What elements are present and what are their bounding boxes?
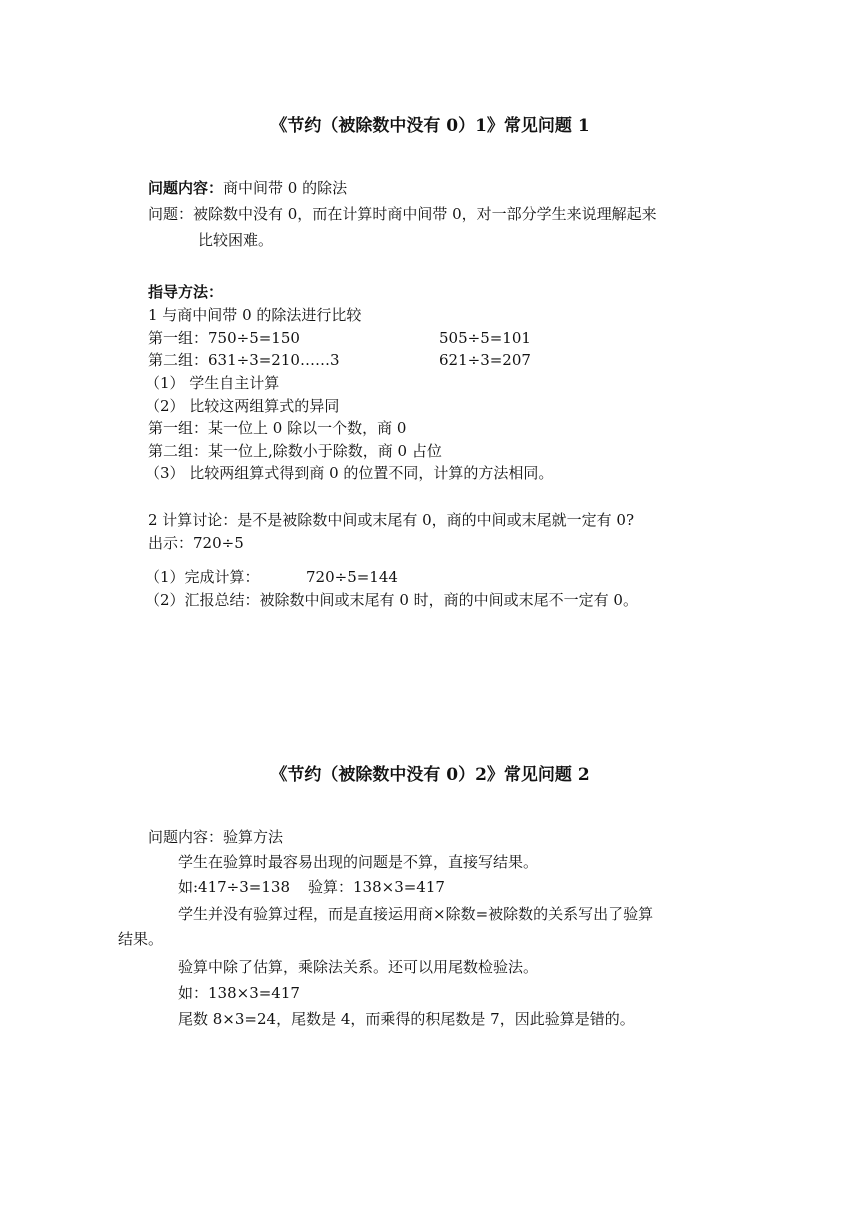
s2-line-4: 验算中除了估算，乘除法关系。还可以用尾数检验法。 [178, 958, 539, 976]
step-1: （1） 学生自主计算 [145, 374, 280, 392]
s2-example-right: 验算：138×3=417 [308, 878, 445, 896]
content-value: 商中间带 0 的除法 [223, 179, 348, 197]
section2-title: 《节约（被除数中没有 0）2》常见问题 2 [270, 765, 590, 785]
s2-line-5: 如：138×3=417 [178, 984, 300, 1002]
section1-title: 《节约（被除数中没有 0）1》常见问题 1 [270, 116, 590, 136]
problem-line-1: 问题：被除数中没有 0，而在计算时商中间带 0，对一部分学生来说理解起来 [148, 205, 657, 223]
complete-value: 720÷5=144 [306, 568, 398, 586]
group2-right: 621÷3=207 [439, 351, 531, 369]
summary-line: （2）汇报总结：被除数中间或末尾有 0 时，商的中间或末尾不一定有 0。 [145, 591, 638, 609]
s2-line-3: 结果。 [118, 930, 164, 948]
group2-note: 第二组：某一位上,除数小于除数，商 0 占位 [148, 442, 442, 460]
s2-content: 问题内容：验算方法 [148, 828, 284, 846]
show-line: 出示：720÷5 [148, 534, 244, 552]
step-3: （3） 比较两组算式得到商 0 的位置不同，计算的方法相同。 [145, 464, 554, 482]
step-2: （2） 比较这两组算式的异同 [145, 397, 340, 415]
section1-content-row [148, 177, 347, 199]
content-label: 问题内容： [148, 179, 224, 197]
s2-line-2: 学生并没有验算过程，而是直接运用商×除数=被除数的关系写出了验算 [178, 905, 654, 923]
group1-note: 第一组：某一位上 0 除以一个数，商 0 [148, 419, 407, 437]
method-heading: 指导方法： [148, 283, 224, 301]
s2-example-left: 如:417÷3=138 [178, 878, 290, 896]
complete-label: （1）完成计算： [145, 568, 260, 586]
group2-left: 第二组：631÷3=210……3 [148, 351, 340, 369]
discussion-line: 2 计算讨论：是不是被除数中间或末尾有 0，商的中间或末尾就一定有 0? [148, 511, 634, 529]
s2-line-6: 尾数 8×3=24，尾数是 4，而乘得的积尾数是 7，因此验算是错的。 [178, 1010, 635, 1028]
problem-line-2: 比较困难。 [198, 231, 274, 249]
s2-line-1: 学生在验算时最容易出现的问题是不算，直接写结果。 [178, 853, 539, 871]
group1-right: 505÷5=101 [439, 329, 531, 347]
method-line: 1 与商中间带 0 的除法进行比较 [148, 306, 362, 324]
group1-left: 第一组：750÷5=150 [148, 329, 300, 347]
